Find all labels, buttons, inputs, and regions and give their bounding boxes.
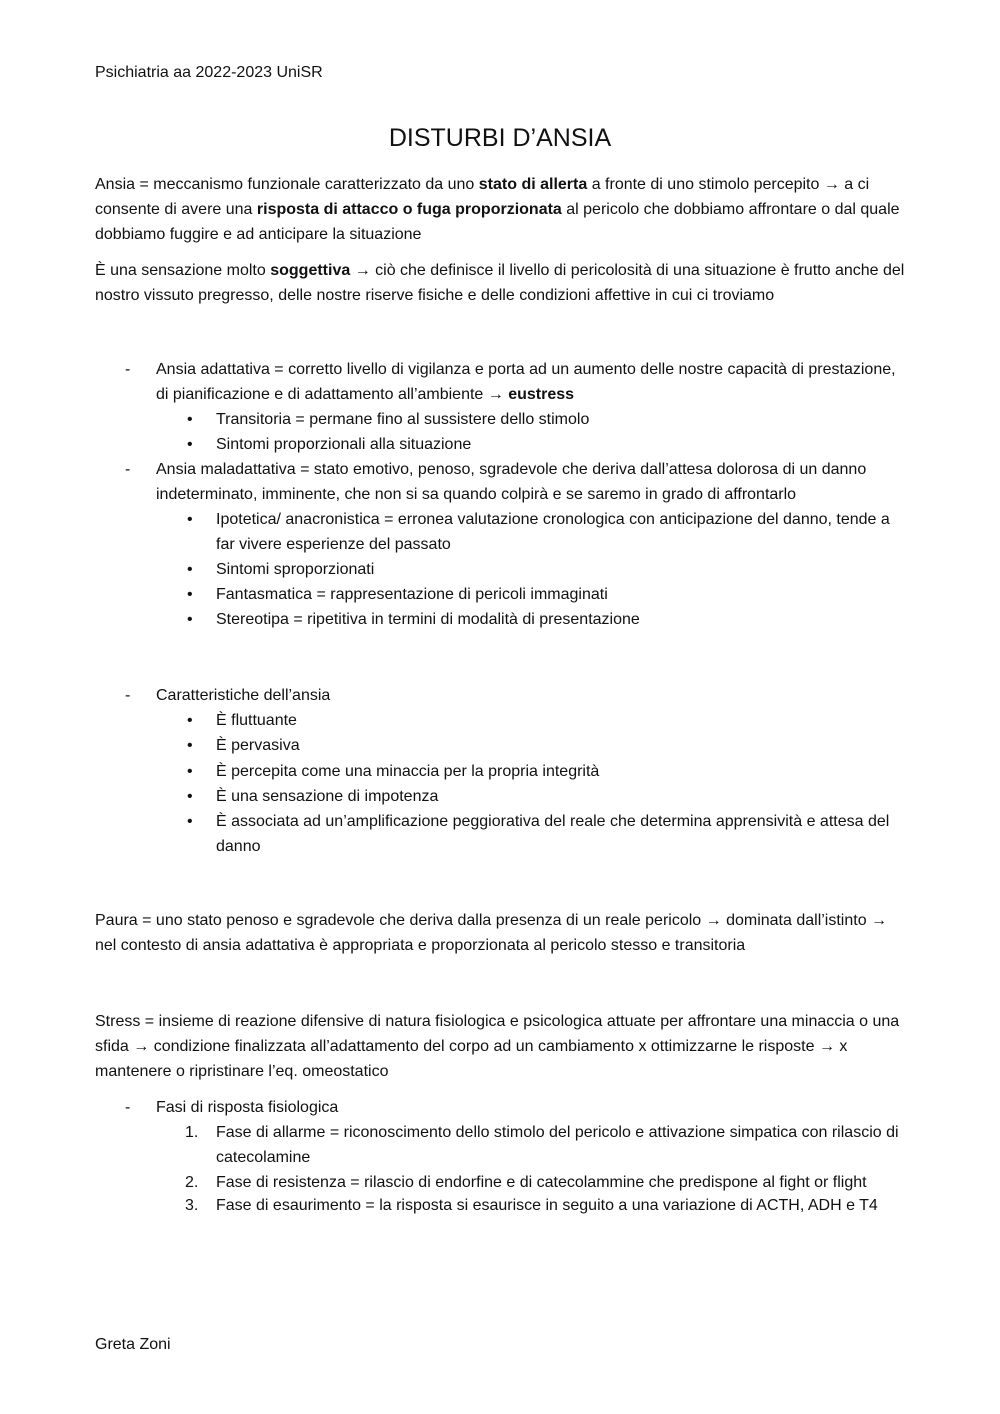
numbered-list-item <box>95 1170 910 1195</box>
sub-list-item <box>95 432 910 457</box>
bullet-marker: • <box>187 712 193 729</box>
sub-list-item-text: Transitoria = permane fino al sussistere dello stimolo <box>216 411 590 428</box>
sub-list-item-text: Sintomi sproporzionati <box>216 561 375 578</box>
dash-marker: - <box>125 1099 131 1116</box>
text-run: È una sensazione molto <box>95 262 271 279</box>
text-run: ciò che definisce il livello di pericolosità di una situazione è frutto anche del nostro vissuto pregresso, delle nostre riserve fisiche e delle condizioni affettive in cui ci troviamo <box>95 262 905 304</box>
text-run: al pericolo che dobbiamo affrontare o dal quale dobbiamo fuggire e ad anticipare la situazione <box>95 201 900 243</box>
paragraph-stress <box>95 1009 910 1084</box>
list-item-caratteristiche <box>95 683 910 708</box>
bullet-marker: • <box>187 737 193 754</box>
sub-list-item <box>95 759 910 784</box>
bullet-marker: • <box>187 586 193 603</box>
page-header: Psichiatria aa 2022-2023 UniSR <box>95 64 323 81</box>
dash-marker: - <box>125 361 131 378</box>
sub-list-item <box>95 784 910 809</box>
bold-text: eustress <box>508 386 575 403</box>
dash-marker: - <box>125 461 131 478</box>
text-run: nel contesto di ansia adattativa è appropriata e proporzionata al pericolo stesso e transitoria <box>95 937 746 954</box>
sub-list-item <box>95 507 910 557</box>
number-marker: 1. <box>185 1124 199 1141</box>
text-run: x mantenere o ripristinare l’eq. omeostatico <box>95 1038 848 1080</box>
list-item-fasi <box>95 1095 910 1120</box>
intro-paragraph-soggettiva <box>95 258 910 308</box>
text-run: a ci consente di avere una <box>95 176 870 218</box>
sub-list-item <box>95 607 910 632</box>
bullet-marker: • <box>187 611 193 628</box>
sub-list-item-text: È fluttuante <box>216 712 297 729</box>
sub-list-item-text: È pervasiva <box>216 737 300 754</box>
sub-list-item-text: Stereotipa = ripetitiva in termini di modalità di presentazione <box>216 611 640 628</box>
text-run: Stress = insieme di reazione difensive di natura fisiologica e psicologica attuate per affrontare una minaccia o una sfida <box>95 1013 900 1055</box>
page-footer: Greta Zoni <box>95 1336 171 1353</box>
sub-list-item-text: È percepita come una minaccia per la propria integrità <box>216 763 600 780</box>
text-run: condizione finalizzata all’adattamento del corpo ad un cambiamento x ottimizzarne le risposte <box>149 1038 819 1055</box>
list-item-text: Ansia maladattativa = stato emotivo, penoso, sgradevole che deriva dall’attesa dolorosa di un danno indeterminato, imminente, che non si sa quando colpirà e se saremo in grado di affrontarlo <box>156 461 867 503</box>
sub-list-item <box>95 733 910 758</box>
numbered-list-item-text: Fase di resistenza = rilascio di endorfine e di catecolammine che predispone al fight or flight <box>216 1174 867 1191</box>
numbered-list-item <box>95 1120 910 1170</box>
arrow-icon: → <box>871 912 888 929</box>
page-title: DISTURBI D’ANSIA <box>388 124 612 152</box>
list-item-text <box>156 357 908 407</box>
numbered-list-item <box>95 1193 910 1218</box>
sub-list-item-text: Sintomi proporzionali alla situazione <box>216 436 472 453</box>
text-run: a fronte di uno stimolo percepito <box>587 176 824 193</box>
list-item-ansia-adattativa <box>95 357 910 407</box>
list-item-text: Fasi di risposta fisiologica <box>156 1099 339 1116</box>
list-item-text: Caratteristiche dell’ansia <box>156 687 331 704</box>
text-run: Ansia adattativa = corretto livello di vigilanza e porta ad un aumento delle nostre capacità di prestazione, di pianificazione e di adattamento all’ambiente <box>156 361 896 403</box>
arrow-icon: → <box>487 386 504 403</box>
sub-list-item <box>95 708 910 733</box>
text-run: dominata dall’istinto <box>721 912 872 929</box>
sub-list-item <box>95 582 910 607</box>
bullet-marker: • <box>187 763 193 780</box>
arrow-icon: → <box>133 1038 150 1055</box>
arrow-icon: → <box>818 1038 835 1055</box>
number-marker: 2. <box>185 1174 199 1191</box>
bullet-marker: • <box>187 788 193 805</box>
sub-list-item-text: È una sensazione di impotenza <box>216 788 439 805</box>
number-marker: 3. <box>185 1197 199 1214</box>
sub-list-item-text: È associata ad un’amplificazione peggiorativa del reale che determina apprensività e attesa del danno <box>216 813 890 855</box>
bullet-marker: • <box>187 511 193 528</box>
numbered-list-item-text: Fase di allarme = riconoscimento dello stimolo del pericolo e attivazione simpatica con rilascio di catecolamine <box>216 1124 899 1166</box>
arrow-icon: → <box>354 262 371 279</box>
intro-paragraph-ansia <box>95 172 910 247</box>
sub-list-item-text: Fantasmatica = rappresentazione di pericoli immaginati <box>216 586 608 603</box>
bullet-marker: • <box>187 561 193 578</box>
bullet-marker: • <box>187 411 193 428</box>
paragraph-paura <box>95 908 910 958</box>
sub-list-item-text: Ipotetica/ anacronistica = erronea valutazione cronologica con anticipazione del danno, tende a far vivere esperienze del passato <box>216 511 890 553</box>
text-run: Paura = uno stato penoso e sgradevole che deriva dalla presenza di un reale pericolo <box>95 912 706 929</box>
dash-marker: - <box>125 687 131 704</box>
list-item-ansia-maladattativa <box>95 457 910 507</box>
numbered-list-item-text: Fase di esaurimento = la risposta si esaurisce in seguito a una variazione di ACTH, ADH e T4 <box>216 1197 878 1214</box>
sub-list-item <box>95 407 910 432</box>
bullet-marker: • <box>187 436 193 453</box>
arrow-icon: → <box>705 912 722 929</box>
bold-text: soggettiva <box>270 262 351 279</box>
sub-list-item <box>95 557 910 582</box>
sub-list-item <box>95 809 910 859</box>
bold-text: risposta di attacco o fuga proporzionata <box>256 201 562 218</box>
text-run: Ansia = meccanismo funzionale caratterizzato da uno <box>95 176 479 193</box>
arrow-icon: → <box>823 176 840 193</box>
bold-text: stato di allerta <box>478 176 588 193</box>
bullet-marker: • <box>187 813 193 830</box>
